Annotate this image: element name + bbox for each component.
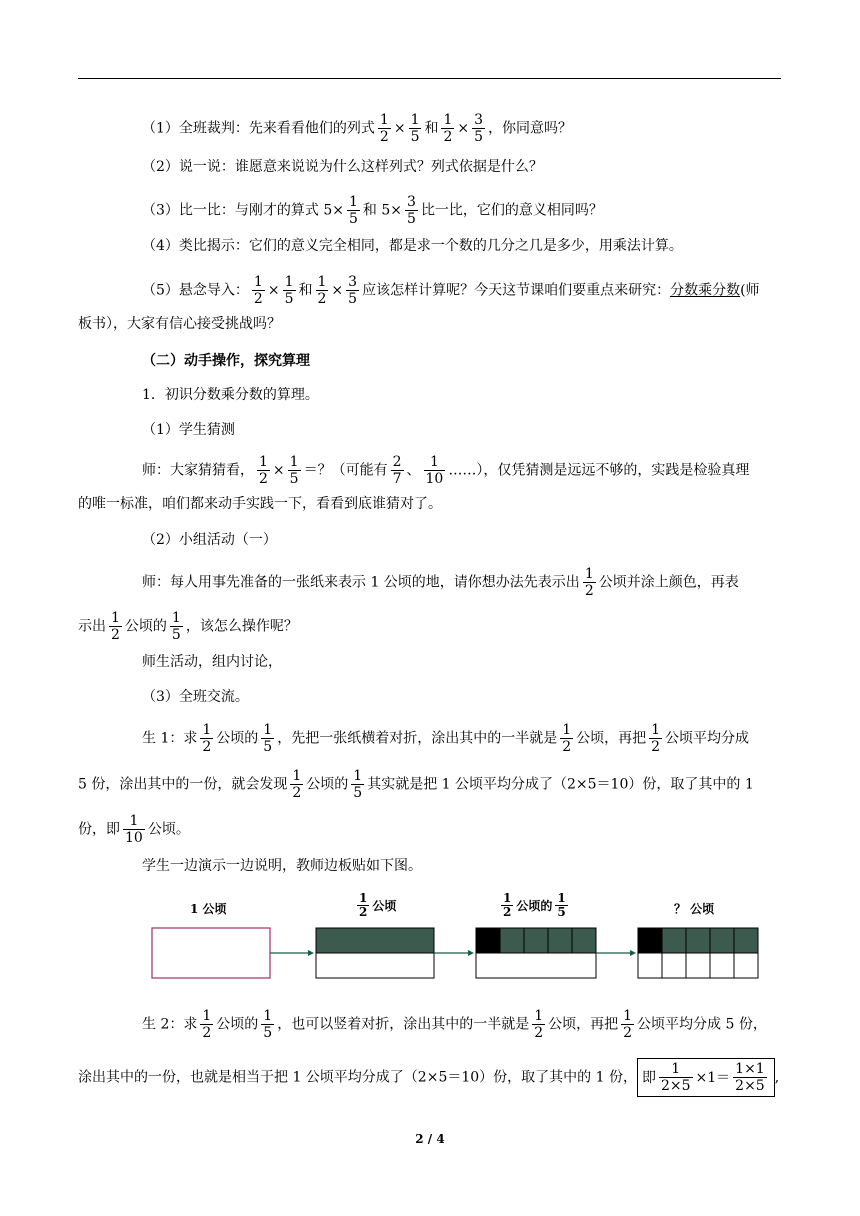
subsection-1: 1．初识分数乘分数的算理。 <box>142 387 319 403</box>
activity-line-3: 师生活动，组内讨论， <box>142 654 282 670</box>
student1-line-2: 5 份，涂出其中的一份，就会发现 $\frac{1}{2}$ 公顷的 $\frac{1}{5}$ 其实就是把 1 公顷平均分成了（2×5＝10）份，取了其中的 1 <box>78 768 754 801</box>
subsection-2: （2）小组活动（一） <box>142 532 277 548</box>
arrow-3-head <box>630 950 636 956</box>
activity-line-2: 示出 $\frac{1}{2}$ 公顷的 $\frac{1}{5}$ ，该怎么操作呢？ <box>78 610 298 643</box>
student2-line-1: 生 2：求 $\frac{1}{2}$ 公顷的 $\frac{1}{5}$ ，也可以竖着对折，涂出其中的一半就是 $\frac{1}{2}$ 公顷，再把 $\frac{1}{2}$ 公顷平均分成 5 份， <box>142 1008 767 1041</box>
subsection-3: （3）全班交流。 <box>142 689 249 705</box>
activity-line-1: 师：每人用事先准备的一张纸来表示 1 公顷的地，请你想办法先表示出 $\frac{1}{2}$ 公顷并涂上颜色，再表 <box>142 566 739 599</box>
guess-line-2: 的唯一标准，咱们都来动手实践一下，看看到底谁猜对了。 <box>78 496 442 512</box>
section-heading: （二）动手操作，探究算理 <box>142 353 310 369</box>
label-1-hectare: 1 公顷 <box>190 902 227 916</box>
figure-intro: 学生一边演示一边说明，教师边板贴如下图。 <box>142 858 422 874</box>
header-rule <box>78 78 781 79</box>
fraction-area-figure <box>148 890 768 990</box>
label-half-of-fifth: $\frac{1}{2}$ 公顷的 $\frac{1}{5}$ <box>503 891 566 919</box>
subsection-1a: （1）学生猜测 <box>142 422 235 438</box>
page-number: 2 / 4 <box>415 1132 445 1146</box>
label-half-hectare: $\frac{1}{2}$ 公顷 <box>359 891 397 919</box>
arrow-1-head <box>308 950 314 956</box>
arrow-2-head <box>468 950 474 956</box>
result-grid-box <box>638 928 758 978</box>
half-of-fifth-box <box>476 928 596 978</box>
para-3: （3）比一比：与刚才的算式 5× $\frac{1}{5}$ 和 5× $\frac{3}{5}$ 比一比，它们的意义相同吗？ <box>142 194 603 227</box>
formula-box: 即 $\frac{1}{2\times 5}$ ×1＝ $\frac{1\times 1}{2\times 5}$ <box>637 1058 775 1097</box>
student2-line-2: 涂出其中的一份，也就是相当于把 1 公顷平均分成了（2×5＝10）份，取了其中的 1 份， 即 $\frac{1}{2\times 5}$ ×1＝ $\frac{1\times 1}{2\times 5}$ , <box>78 1058 781 1097</box>
para-2: （2）说一说：谁愿意来说说为什么这样列式？列式依据是什么？ <box>142 159 543 175</box>
student1-line-3: 份，即 $\frac{1}{10}$ 公顷。 <box>78 813 190 846</box>
para-4: （4）类比揭示：它们的意义完全相同，都是求一个数的几分之几是多少，用乘法计算。 <box>142 238 683 254</box>
label-question-hectare: ？ 公顷 <box>674 902 715 916</box>
half-shaded-box <box>316 928 434 953</box>
para-5: （5）悬念导入： $\frac{1}{2}$ × $\frac{1}{5}$ 和 $\frac{1}{2}$ × $\frac{3}{5}$ 应该怎样计算呢？今天这节课咱们要重点来研究：分数乘分数(师 <box>142 274 760 307</box>
guess-line-1: 师：大家猜猜看， $\frac{1}{2}$ × $\frac{1}{5}$ ＝？（可能有 $\frac{2}{7}$ 、 $\frac{1}{10}$ ……），仅凭猜测是远远不够的，实践是检验真理 <box>142 454 750 487</box>
student1-line-1: 生 1：求 $\frac{1}{2}$ 公顷的 $\frac{1}{5}$ ，先把一张纸横着对折，涂出其中的一半就是 $\frac{1}{2}$ 公顷，再把 $\frac{1}{2}$ 公顷平均分成 <box>142 722 750 755</box>
whole-hectare-box <box>152 928 270 978</box>
para-1: （1）全班裁判：先来看看他们的列式 $\frac{1}{2}$ × $\frac{1}{5}$ 和 $\frac{1}{2}$ × $\frac{3}{5}$ ，你同意吗？ <box>142 112 573 145</box>
para-5b: 板书），大家有信心接受挑战吗？ <box>78 316 281 332</box>
